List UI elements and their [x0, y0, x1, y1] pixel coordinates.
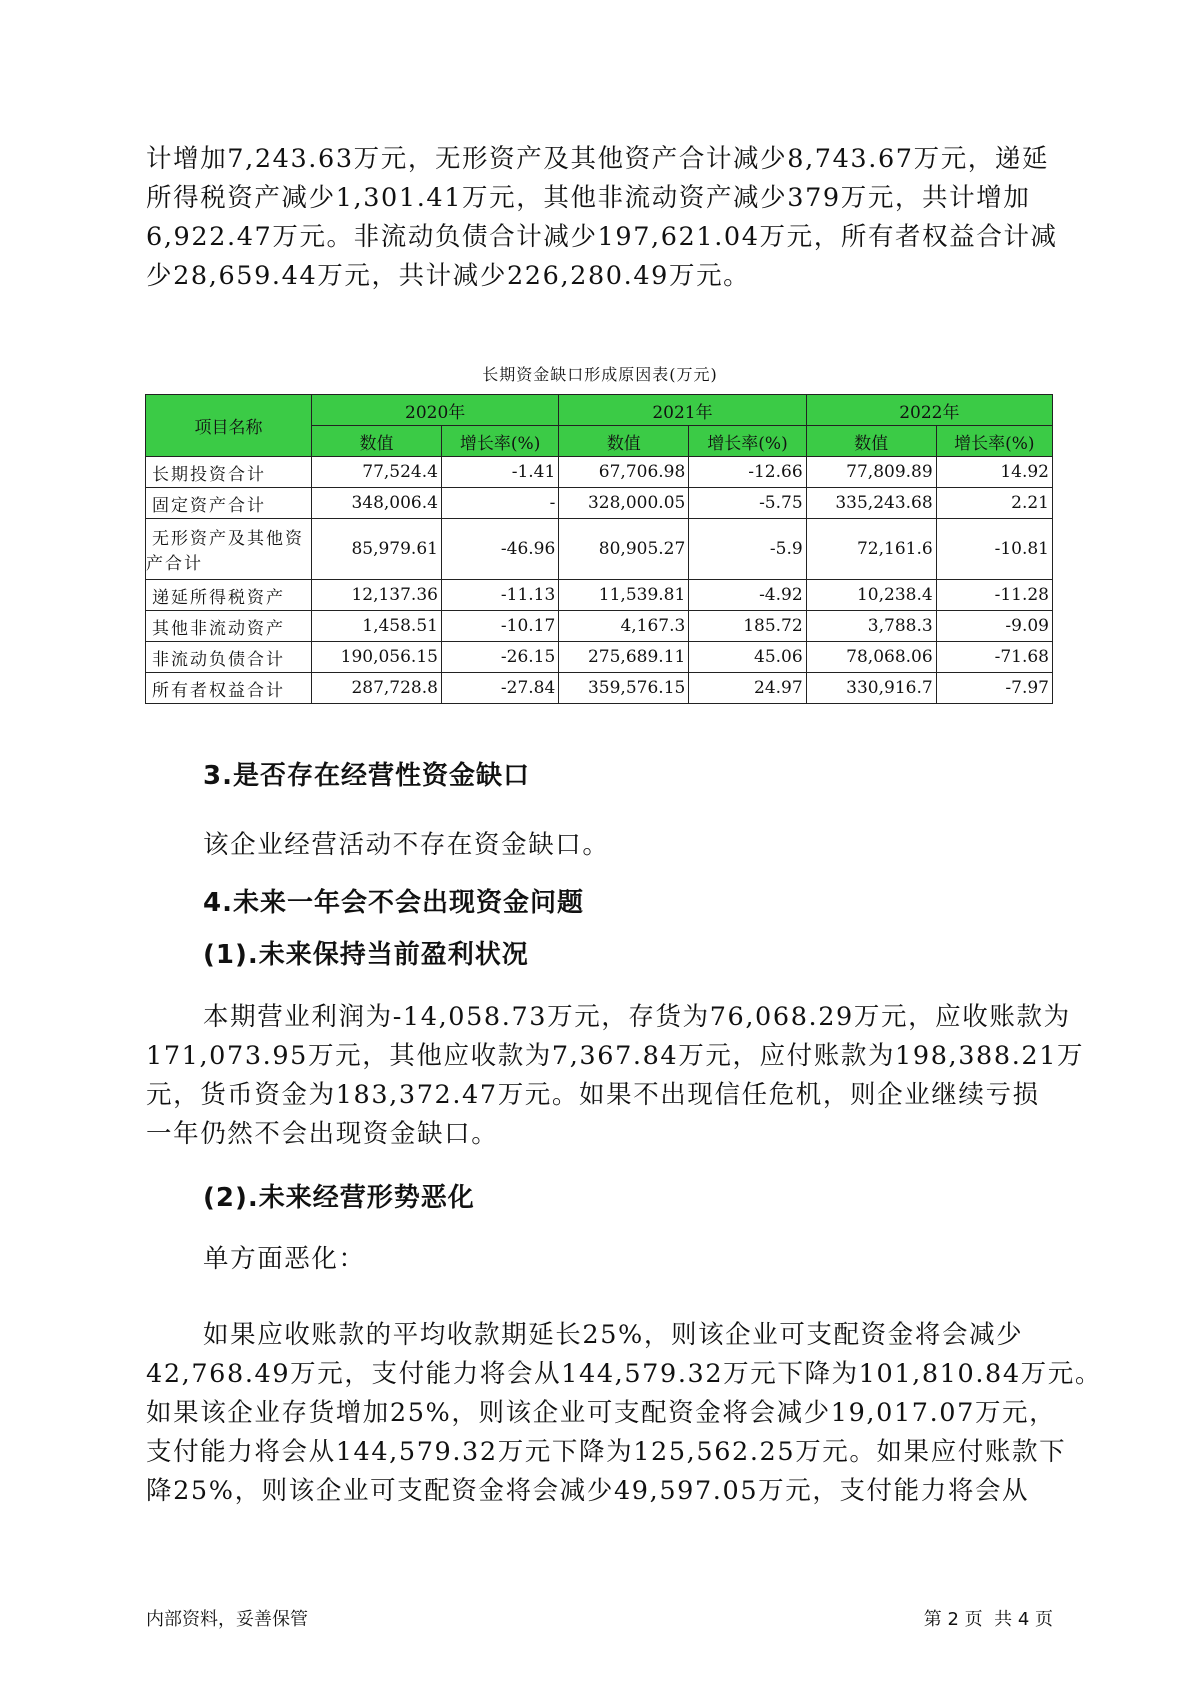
cell-value: 359,576.15: [559, 673, 689, 704]
cell-value: 190,056.15: [311, 642, 441, 673]
header-year-2022: 2022年: [806, 395, 1052, 426]
row-name: 递延所得税资产: [146, 580, 312, 611]
row-name: 其他非流动资产: [146, 611, 312, 642]
table-caption: 长期资金缺口形成原因表(万元): [482, 365, 718, 384]
table-row: [146, 519, 1053, 580]
cell-growth: -27.84: [441, 673, 558, 704]
text-line: 降25%，则该企业可支配资金将会减少49,597.05万元，支付能力将会从: [146, 1476, 1030, 1506]
cell-value: 1,458.51: [311, 611, 441, 642]
cell-growth: -12.66: [689, 457, 806, 488]
cell-growth: 24.97: [689, 673, 806, 704]
table-row: [146, 457, 1053, 488]
header-year-2021: 2021年: [559, 395, 806, 426]
cell-growth: -11.13: [441, 580, 558, 611]
text-line: 如果该企业存货增加25%，则该企业可支配资金将会减少19,017.07万元，: [146, 1398, 1057, 1428]
long-term-funding-gap-table: [145, 394, 1053, 704]
table-row: [146, 642, 1053, 673]
cell-value: 67,706.98: [559, 457, 689, 488]
cell-growth: -: [441, 488, 558, 519]
cell-value: 12,137.36: [311, 580, 441, 611]
subsection-heading: (1).未来保持当前盈利状况: [203, 940, 529, 970]
footer-confidential-note: 内部资料，妥善保管: [146, 1609, 308, 1630]
cell-value: 85,979.61: [311, 519, 441, 580]
cell-growth: -7.97: [936, 673, 1052, 704]
cell-value: 330,916.7: [806, 673, 936, 704]
cell-growth: -4.92: [689, 580, 806, 611]
text-line: 171,073.95万元，其他应收款为7,367.84万元，应付账款为198,388.21万: [146, 1041, 1085, 1071]
cell-growth: -11.28: [936, 580, 1052, 611]
sub1-paragraph: [146, 998, 1085, 1154]
cell-value: 4,167.3: [559, 611, 689, 642]
cell-growth: -1.41: [441, 457, 558, 488]
table-row: [146, 673, 1053, 704]
text-line: 计增加7,243.63万元，无形资产及其他资产合计减少8,743.67万元，递延: [146, 144, 1050, 174]
cell-value: 328,000.05: [559, 488, 689, 519]
cell-value: 72,161.6: [806, 519, 936, 580]
header-value: 数值: [806, 426, 936, 457]
section3-paragraph: [203, 826, 1056, 865]
cell-value: 77,809.89: [806, 457, 936, 488]
header-year-2020: 2020年: [311, 395, 558, 426]
sub2-paragraph: [146, 1316, 1102, 1511]
header-growth-rate: 增长率(%): [689, 426, 806, 457]
row-name-line: 产合计: [146, 554, 203, 574]
row-name: 固定资产合计: [146, 488, 312, 519]
cell-growth: -10.81: [936, 519, 1052, 580]
text-line: 本期营业利润为-14,058.73万元，存货为76,068.29万元，应收账款为: [203, 1002, 1071, 1032]
subsection-heading: (2).未来经营形势恶化: [203, 1183, 475, 1213]
cell-value: 11,539.81: [559, 580, 689, 611]
cell-value: 275,689.11: [559, 642, 689, 673]
cell-growth: -5.75: [689, 488, 806, 519]
section-heading: 4.未来一年会不会出现资金问题: [203, 888, 584, 918]
text-line: 一年仍然不会出现资金缺口。: [146, 1119, 499, 1149]
cell-growth: -71.68: [936, 642, 1052, 673]
header-value: 数值: [311, 426, 441, 457]
cell-growth: 2.21: [936, 488, 1052, 519]
header-growth-rate: 增长率(%): [936, 426, 1052, 457]
sub2-lead: [203, 1240, 1056, 1279]
text-line: 所得税资产减少1,301.41万元，其他非流动资产减少379万元，共计增加: [146, 183, 1031, 213]
cell-value: 78,068.06: [806, 642, 936, 673]
cell-value: 335,243.68: [806, 488, 936, 519]
cell-growth: 185.72: [689, 611, 806, 642]
cell-growth: -10.17: [441, 611, 558, 642]
cell-growth: -9.09: [936, 611, 1052, 642]
header-growth-rate: 增长率(%): [441, 426, 558, 457]
text-line: 6,922.47万元。非流动负债合计减少197,621.04万元，所有者权益合计减: [146, 222, 1058, 252]
row-name: 非流动负债合计: [146, 642, 312, 673]
cell-growth: 45.06: [689, 642, 806, 673]
cell-growth: -46.96: [441, 519, 558, 580]
text-line: 42,768.49万元，支付能力将会从144,579.32万元下降为101,810.84万元。: [146, 1359, 1102, 1389]
cell-value: 3,788.3: [806, 611, 936, 642]
text-line: 元，货币资金为183,372.47万元。如果不出现信任危机，则企业继续亏损: [146, 1080, 1040, 1110]
row-name: [146, 519, 312, 580]
cell-value: 10,238.4: [806, 580, 936, 611]
cell-growth: -5.9: [689, 519, 806, 580]
cell-growth: 14.92: [936, 457, 1052, 488]
text-line: 少28,659.44万元，共计减少226,280.49万元。: [146, 261, 751, 291]
text-line: 支付能力将会从144,579.32万元下降为125,562.25万元。如果应付账款下: [146, 1437, 1067, 1467]
table-row: [146, 580, 1053, 611]
header-value: 数值: [559, 426, 689, 457]
intro-paragraph: [146, 140, 1056, 296]
text-line: 该企业经营活动不存在资金缺口。: [203, 830, 610, 860]
cell-value: 80,905.27: [559, 519, 689, 580]
table-row: [146, 611, 1053, 642]
table-row: [146, 488, 1053, 519]
row-name: 所有者权益合计: [146, 673, 312, 704]
section-heading: 3.是否存在经营性资金缺口: [203, 761, 530, 791]
header-item-name: 项目名称: [146, 395, 312, 457]
row-name: 长期投资合计: [146, 457, 312, 488]
text-line: 单方面恶化：: [203, 1244, 366, 1274]
text-line: 如果应收账款的平均收款期延长25%，则该企业可支配资金将会减少: [203, 1320, 1024, 1350]
cell-value: 287,728.8: [311, 673, 441, 704]
cell-growth: -26.15: [441, 642, 558, 673]
cell-value: 77,524.4: [311, 457, 441, 488]
row-name-line: 无形资产及其他资: [152, 529, 304, 549]
footer-page-number: 第 2 页 共 4 页: [923, 1609, 1053, 1630]
cell-value: 348,006.4: [311, 488, 441, 519]
